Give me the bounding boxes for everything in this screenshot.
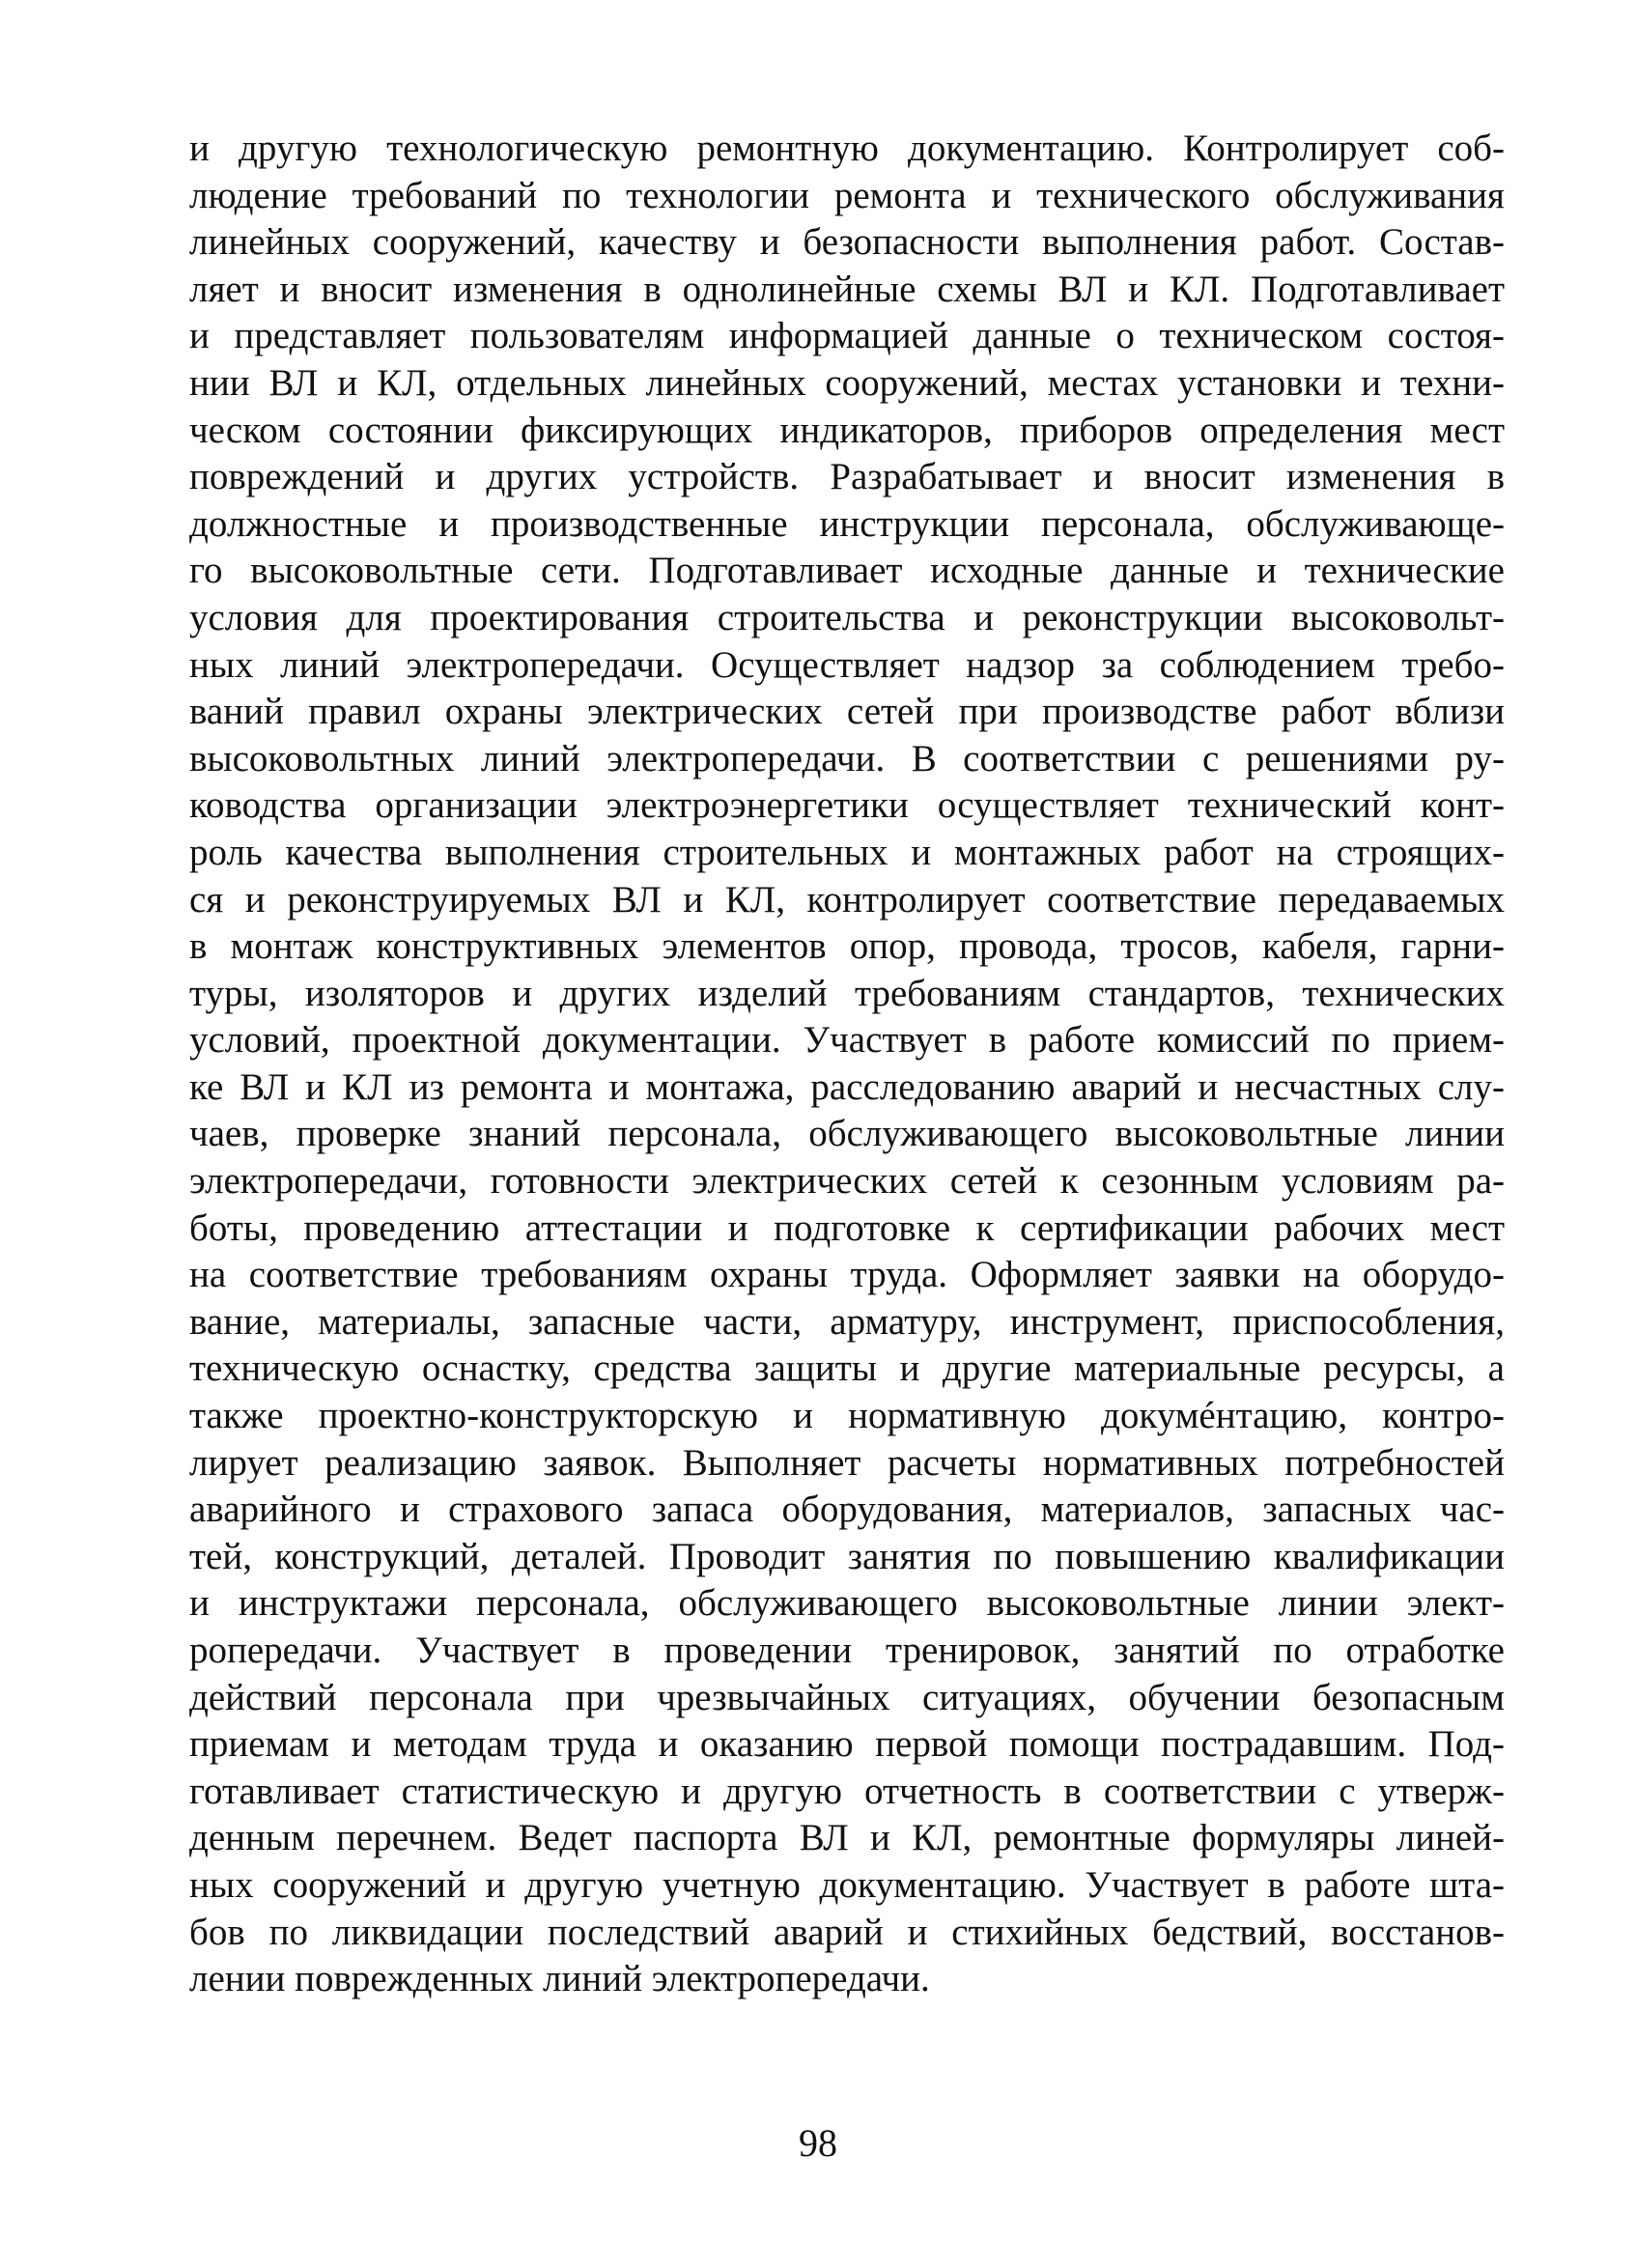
body-text [189, 126, 1505, 2003]
text-line: людение требований по технологии ремонта и технического обслуживания [189, 174, 1505, 216]
text-line: линейных сооружений, качеству и безопасности выполнения работ. Состав- [189, 221, 1505, 264]
text-line: аварийного и страхового запаса оборудования, материалов, запасных час- [189, 1488, 1505, 1531]
text-line: нии ВЛ и КЛ, отдельных линейных сооружений, местах установки и техни- [189, 361, 1505, 404]
text-line: и представляет пользователям информацией данные о техническом состоя- [189, 315, 1505, 357]
page-number: 98 [799, 2121, 837, 2165]
text-line: лении поврежденных линий электропередачи. [189, 1958, 930, 2000]
text-line: готавливает статистическую и другую отчетность в соответствии с утверж- [189, 1770, 1505, 1812]
text-line: электропередачи, готовности электрических сетей к сезонным условиям ра- [189, 1160, 1505, 1203]
text-line: боты, проведению аттестации и подготовке к сертификации рабочих мест [189, 1206, 1505, 1249]
text-line: ководства организации электроэнергетики осуществляет технический конт- [189, 784, 1505, 827]
text-line: ных сооружений и другую учетную документацию. Участвует в работе шта- [189, 1863, 1505, 1906]
text-line: ке ВЛ и КЛ из ремонта и монтажа, расследованию аварий и несчастных слу- [189, 1065, 1505, 1108]
text-line: лирует реализацию заявок. Выполняет расчеты нормативных потребностей [189, 1441, 1505, 1484]
text-line: также проектно-конструкторскую и нормативную докумéнтацию, контро- [189, 1395, 1505, 1437]
text-line: условий, проектной документации. Участвует в работе комиссий по прием- [189, 1019, 1505, 1062]
text-line: высоковольтных линий электропередачи. В соответствии с решениями ру- [189, 737, 1505, 780]
text-line: условия для проектирования строительства и реконструкции высоковольт- [189, 596, 1505, 638]
text-line: роль качества выполнения строительных и монтажных работ на строящих- [189, 831, 1505, 873]
text-line: ваний правил охраны электрических сетей при производстве работ вблизи [189, 691, 1505, 733]
text-line: туры, изоляторов и других изделий требованиям стандартов, технических [189, 972, 1505, 1014]
text-line: ляет и вносит изменения в однолинейные схемы ВЛ и КЛ. Подготавливает [189, 268, 1505, 310]
text-line: тей, конструкций, деталей. Проводит занятия по повышению квалификации [189, 1535, 1505, 1577]
text-line: должностные и производственные инструкции персонала, обслуживающе- [189, 502, 1505, 545]
text-line: вание, материалы, запасные части, арматуру, инструмент, приспособления, [189, 1300, 1505, 1343]
text-line: ропередачи. Участвует в проведении тренировок, занятий по отработке [189, 1630, 1505, 1671]
text-line: и инструктажи персонала, обслуживающего высоковольтные линии элект- [189, 1582, 1505, 1625]
text-line: чаев, проверке знаний персонала, обслуживающего высоковольтные линии [189, 1113, 1505, 1155]
text-line: денным перечнем. Ведет паспорта ВЛ и КЛ, ремонтные формуляры линей- [189, 1817, 1505, 1859]
text-line: и другую технологическую ремонтную документацию. Контролирует соб- [189, 128, 1505, 169]
text-line: ных линий электропередачи. Осуществляет надзор за соблюдением требо- [189, 643, 1505, 686]
text-line: действий персонала при чрезвычайных ситуациях, обучении безопасным [189, 1676, 1505, 1718]
text-line: ся и реконструируемых ВЛ и КЛ, контролирует соответствие передаваемых [189, 878, 1505, 921]
text-line: бов по ликвидации последствий аварий и стихийных бедствий, восстанов- [189, 1911, 1505, 1953]
text-line: повреждений и других устройств. Разрабатывает и вносит изменения в [189, 456, 1505, 498]
text-line: в монтаж конструктивных элементов опор, провода, тросов, кабеля, гарни- [189, 925, 1505, 968]
text-line: приемам и методам труда и оказанию первой помощи пострадавшим. Под- [189, 1723, 1505, 1766]
text-line: на соответствие требованиям охраны труда. Оформляет заявки на оборудо- [189, 1254, 1505, 1296]
text-line: техническую оснастку, средства защиты и другие материальные ресурсы, а [189, 1347, 1505, 1390]
text-line: ческом состоянии фиксирующих индикаторов, приборов определения мест [189, 409, 1505, 451]
text-line: го высоковольтные сети. Подготавливает исходные данные и технические [189, 550, 1505, 592]
